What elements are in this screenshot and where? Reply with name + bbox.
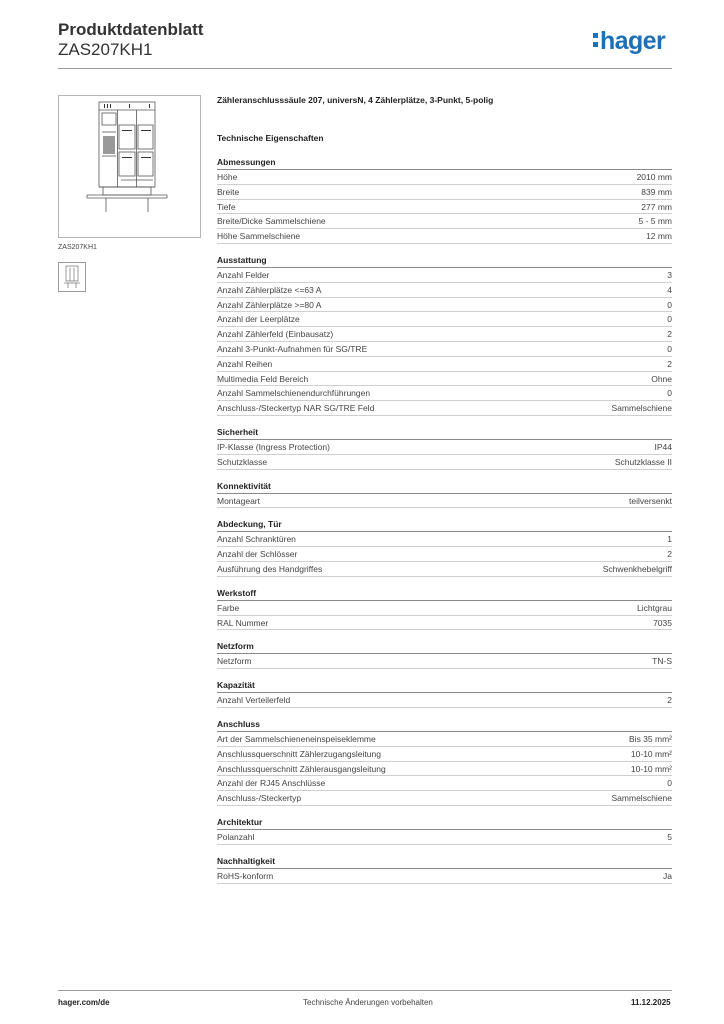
section-title: Architektur [217, 816, 672, 830]
property-row [217, 386, 672, 401]
property-label: Anschluss-/Steckertyp NAR SG/TRE Feld [217, 403, 375, 414]
logo-colon-icon [593, 33, 598, 47]
footer-website[interactable]: hager.com/de [58, 998, 110, 1007]
section-title: Abdeckung, Tür [217, 518, 672, 532]
page-title: Produktdatenblatt [58, 20, 204, 39]
property-row [217, 401, 672, 416]
section-title: Ausstattung [217, 254, 672, 268]
property-label: Anschlussquerschnitt Zählerzugangsleitung [217, 748, 381, 759]
section-title: Anschluss [217, 718, 672, 732]
property-label: Breite/Dicke Sammelschiene [217, 216, 326, 227]
property-row [217, 185, 672, 200]
property-row [217, 693, 672, 708]
property-section [217, 816, 672, 845]
thumbnail-drawing [59, 263, 85, 291]
footer-divider [58, 990, 672, 991]
property-value: 10-10 mm² [630, 763, 672, 774]
property-value: 0 [667, 778, 672, 789]
property-row [217, 601, 672, 616]
property-label: Schutzklasse [217, 456, 268, 467]
property-section [217, 640, 672, 669]
property-section [217, 518, 672, 576]
property-value: 2010 mm [636, 172, 672, 182]
property-value: Ja [663, 870, 672, 881]
property-label: Multimedia Feld Bereich [217, 373, 309, 384]
footer-date: 11.12.2025 [631, 998, 671, 1007]
property-section [217, 855, 672, 884]
section-title: Werkstoff [217, 587, 672, 601]
property-value: Schutzklasse II [614, 456, 672, 467]
property-row [217, 616, 672, 631]
property-label: Anzahl der Schlösser [217, 549, 298, 560]
property-value: Ohne [651, 373, 672, 384]
image-thumbnail[interactable] [58, 262, 86, 292]
property-value: 7035 [653, 617, 672, 628]
property-value: 10-10 mm² [630, 748, 672, 759]
property-label: Anzahl Verteilerfeld [217, 695, 291, 706]
property-value: 277 mm [641, 201, 672, 212]
property-value: 5 [667, 831, 672, 842]
property-row [217, 327, 672, 342]
hager-logo [593, 27, 665, 56]
property-label: Montageart [217, 495, 260, 506]
property-row [217, 200, 672, 215]
property-value: Sammelschiene [611, 403, 672, 414]
header-divider [58, 68, 672, 69]
property-label: Polanzahl [217, 831, 255, 842]
property-label: Anzahl Reihen [217, 358, 273, 369]
product-code: ZAS207KH1 [58, 40, 153, 59]
property-label: Anzahl Zählerfeld (Einbausatz) [217, 329, 334, 340]
datasheet-content [217, 95, 672, 894]
property-section [217, 679, 672, 708]
section-title: Sicherheit [217, 426, 672, 440]
property-value: 1 [667, 534, 672, 545]
property-value: IP44 [654, 441, 672, 452]
property-label: IP-Klasse (Ingress Protection) [217, 441, 330, 452]
property-row [217, 830, 672, 845]
property-row [217, 268, 672, 283]
property-label: Anzahl der Leerplätze [217, 314, 300, 325]
property-label: Anschluss-/Steckertyp [217, 793, 302, 804]
property-section [217, 587, 672, 631]
property-label: Anzahl 3-Punkt-Aufnahmen für SG/TRE [217, 343, 368, 354]
property-value: teilversenkt [629, 495, 672, 506]
section-title: Netzform [217, 640, 672, 654]
property-label: RAL Nummer [217, 617, 269, 628]
property-value: Bis 35 mm² [629, 733, 672, 744]
property-label: Tiefe [217, 201, 236, 212]
footer-note: Technische Änderungen vorbehalten [303, 998, 433, 1007]
property-row [217, 562, 672, 577]
property-label: Farbe [217, 602, 240, 613]
property-row [217, 869, 672, 884]
property-row [217, 357, 672, 372]
property-label: Höhe Sammelschiene [217, 231, 301, 242]
property-value: 0 [667, 343, 672, 354]
property-value: Sammelschiene [611, 793, 672, 804]
property-row [217, 747, 672, 762]
property-value: 2 [667, 329, 672, 340]
property-row [217, 547, 672, 562]
logo-text: hager [600, 27, 666, 55]
property-row [217, 455, 672, 470]
property-label: Anschlussquerschnitt Zählerausgangsleitung [217, 763, 386, 774]
property-section [217, 718, 672, 806]
property-label: Breite [217, 186, 240, 197]
property-section [217, 156, 672, 244]
property-row [217, 229, 672, 244]
property-label: RoHS-konform [217, 870, 274, 881]
property-value: 3 [667, 269, 672, 280]
property-value: Schwenkhebelgriff [602, 563, 672, 574]
property-label: Netzform [217, 656, 252, 667]
property-row [217, 532, 672, 547]
property-label: Anzahl Schranktüren [217, 534, 296, 545]
property-value: 839 mm [641, 186, 672, 197]
property-label: Anzahl Felder [217, 269, 270, 280]
property-value: 0 [667, 299, 672, 310]
property-row [217, 342, 672, 357]
property-row [217, 654, 672, 669]
property-section [217, 254, 672, 416]
property-value: TN-S [652, 656, 672, 667]
image-caption: ZAS207KH1 [58, 244, 97, 251]
property-row [217, 732, 672, 747]
property-label: Ausführung des Handgriffes [217, 563, 323, 574]
property-row [217, 791, 672, 806]
property-row [217, 214, 672, 229]
property-label: Anzahl Sammelschienendurchführungen [217, 388, 371, 399]
section-title: Abmessungen [217, 156, 672, 170]
property-label: Art der Sammelschieneneinspeiseklemme [217, 733, 376, 744]
property-section [217, 426, 672, 470]
property-value: 2 [667, 549, 672, 560]
property-value: 12 mm [646, 231, 672, 242]
property-row [217, 283, 672, 298]
property-value: 4 [667, 284, 672, 295]
section-title: Nachhaltigkeit [217, 855, 672, 869]
property-row [217, 494, 672, 509]
meter-cabinet-drawing [59, 96, 200, 237]
property-sections [217, 156, 672, 884]
property-label: Anzahl Zählerplätze >=80 A [217, 299, 322, 310]
section-title: Kapazität [217, 679, 672, 693]
property-label: Anzahl Zählerplätze <=63 A [217, 284, 322, 295]
product-description: Zähleranschlusssäule 207, universN, 4 Zählerplätze, 3-Punkt, 5-polig [217, 95, 494, 105]
technical-properties-heading: Technische Eigenschaften [217, 133, 324, 143]
property-label: Anzahl der RJ45 Anschlüsse [217, 778, 326, 789]
property-value: Lichtgrau [637, 602, 672, 613]
property-row [217, 440, 672, 455]
property-value: 2 [667, 695, 672, 706]
property-row [217, 776, 672, 791]
section-title: Konnektivität [217, 480, 672, 494]
property-value: 2 [667, 358, 672, 369]
property-row [217, 312, 672, 327]
property-row [217, 372, 672, 387]
property-section [217, 480, 672, 509]
product-image [58, 95, 201, 238]
property-value: 0 [667, 388, 672, 399]
property-label: Höhe [217, 172, 238, 182]
property-value: 0 [667, 314, 672, 325]
property-row [217, 298, 672, 313]
property-row [217, 170, 672, 185]
property-row [217, 762, 672, 777]
property-value: 5 - 5 mm [638, 216, 672, 227]
